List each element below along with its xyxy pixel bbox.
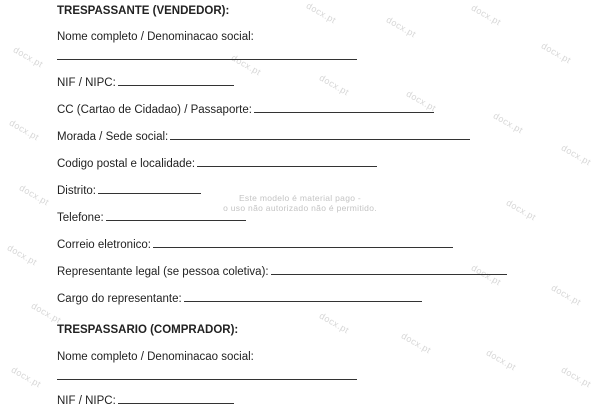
seller-cc-row: [57, 101, 434, 117]
buyer-nif-label: NIF / NIPC:: [57, 395, 116, 407]
seller-nif-row: [57, 74, 234, 90]
seller-nif-label: NIF / NIPC:: [57, 77, 116, 89]
seller-name-field[interactable]: [57, 59, 357, 60]
watermark: docx.pt: [7, 117, 41, 143]
seller-email-label: Correio eletronico:: [57, 239, 151, 251]
watermark: docx.pt: [559, 364, 593, 390]
seller-rep-field[interactable]: [271, 263, 507, 275]
watermark: docx.pt: [504, 197, 538, 223]
seller-address-field[interactable]: [170, 128, 470, 140]
buyer-heading: TRESPASSARIO (COMPRADOR):: [57, 324, 239, 336]
seller-rep-role-field[interactable]: [184, 290, 422, 302]
seller-district-row: [57, 182, 201, 198]
watermark: docx.pt: [384, 14, 418, 40]
buyer-nif-row: [57, 392, 234, 408]
watermark: docx.pt: [484, 347, 518, 373]
watermark: docx.pt: [11, 44, 45, 70]
seller-district-label: Distrito:: [57, 185, 96, 197]
seller-name-label: Nome completo / Denominacao social:: [57, 31, 254, 43]
watermark: docx.pt: [29, 300, 63, 326]
paid-notice-line: Este modelo é material pago -: [238, 193, 362, 203]
seller-nif-field[interactable]: [118, 74, 234, 86]
watermark: docx.pt: [17, 182, 51, 208]
seller-postal-label: Codigo postal e localidade:: [57, 158, 196, 170]
watermark: docx.pt: [491, 110, 525, 136]
seller-rep-label: Representante legal (se pessoa coletiva):: [57, 266, 269, 278]
buyer-nif-field[interactable]: [118, 392, 234, 404]
watermark: docx.pt: [304, 0, 338, 26]
seller-email-field[interactable]: [153, 236, 453, 248]
seller-cc-field[interactable]: [254, 101, 434, 113]
watermark: docx.pt: [229, 52, 263, 78]
seller-address-row: [57, 128, 470, 144]
watermark: docx.pt: [5, 242, 39, 268]
seller-email-row: [57, 236, 453, 252]
seller-postal-field[interactable]: [197, 155, 377, 167]
watermark: docx.pt: [9, 364, 43, 390]
seller-rep-role-label: Cargo do representante:: [57, 293, 182, 305]
seller-phone-field[interactable]: [106, 209, 246, 221]
seller-rep-role-row: [57, 290, 422, 306]
watermark: docx.pt: [404, 88, 438, 114]
watermark: docx.pt: [317, 310, 351, 336]
seller-rep-row: [57, 263, 507, 279]
watermark: docx.pt: [469, 262, 503, 288]
watermark: docx.pt: [559, 142, 593, 168]
watermark: docx.pt: [539, 40, 573, 66]
buyer-name-label: Nome completo / Denominacao social:: [57, 351, 254, 363]
watermark: docx.pt: [399, 330, 433, 356]
watermark: docx.pt: [317, 72, 351, 98]
seller-phone-label: Telefone:: [57, 212, 104, 224]
buyer-name-field[interactable]: [57, 379, 357, 380]
watermark: docx.pt: [469, 2, 503, 28]
seller-heading: TRESPASSANTE (VENDEDOR):: [57, 5, 230, 17]
watermark: docx.pt: [549, 282, 583, 308]
seller-phone-row: [57, 209, 246, 225]
seller-cc-label: CC (Cartao de Cidadao) / Passaporte:: [57, 104, 252, 116]
seller-postal-row: [57, 155, 377, 171]
paid-notice-line: o uso não autorizado não é permitido.: [223, 203, 377, 213]
seller-address-label: Morada / Sede social:: [57, 131, 169, 143]
seller-district-field[interactable]: [98, 182, 201, 194]
